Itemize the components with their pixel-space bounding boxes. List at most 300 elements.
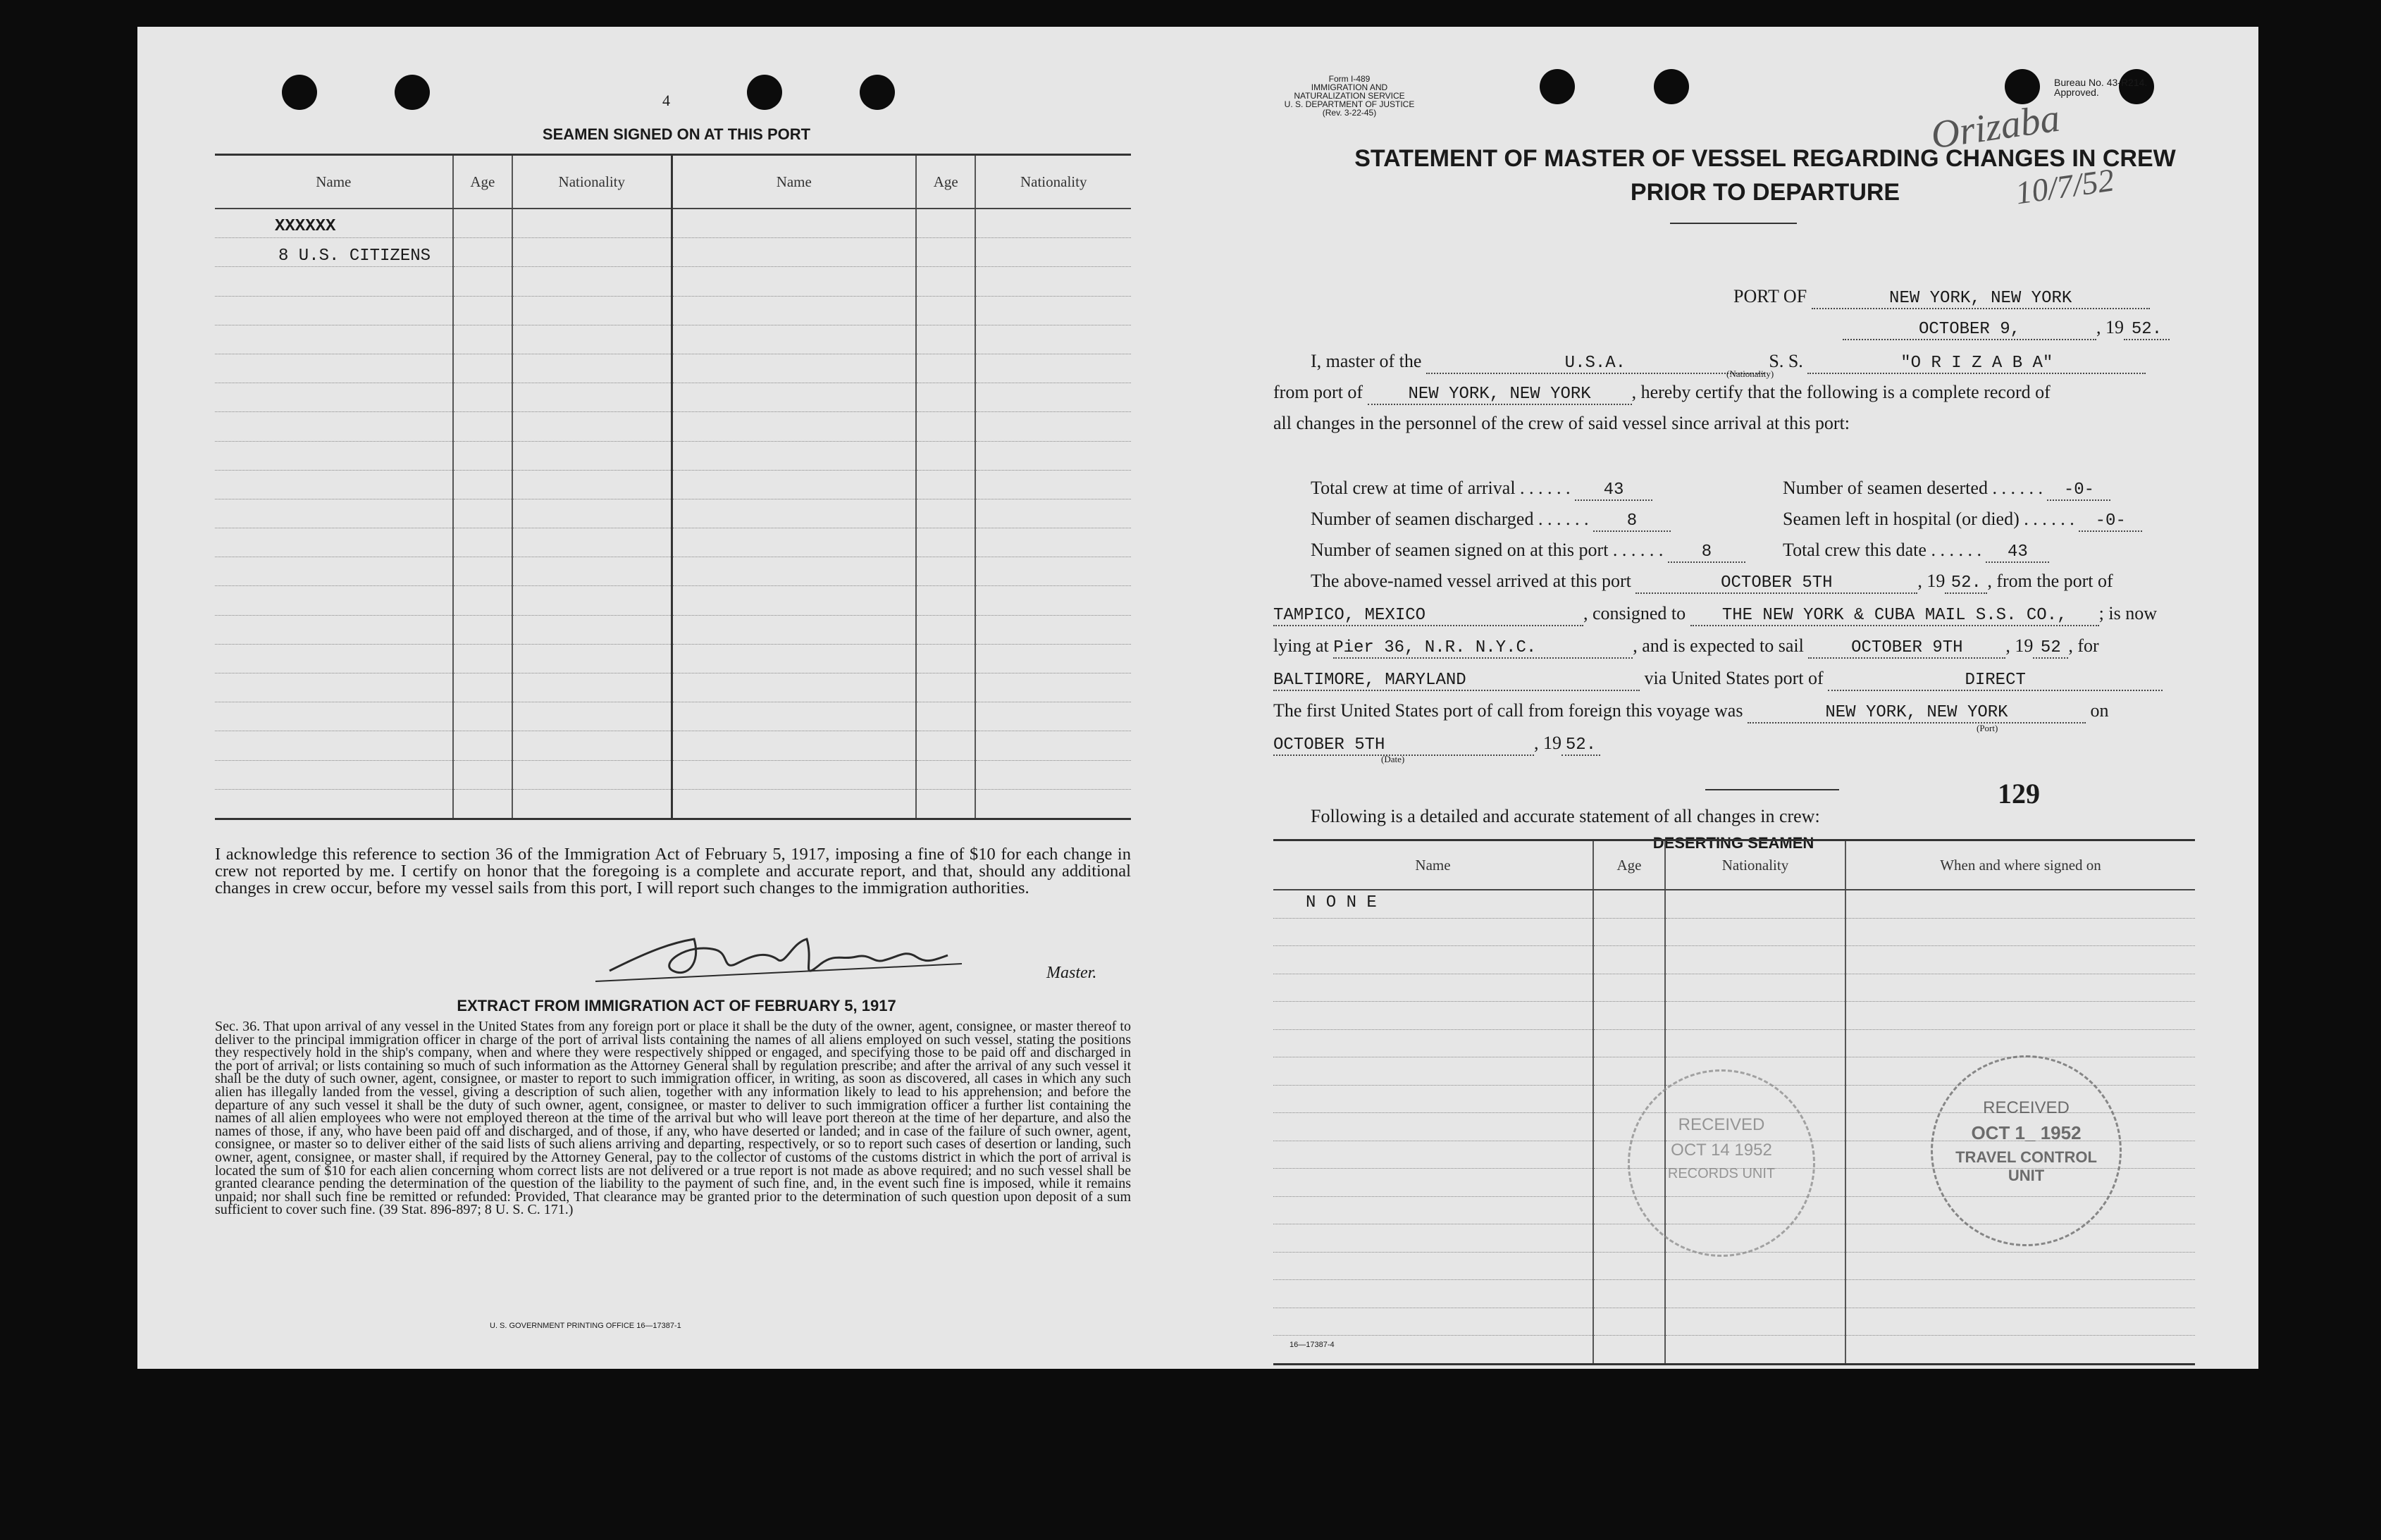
table-cell [512,238,672,267]
table-cell [672,296,916,325]
table-cell [215,615,453,644]
table-row [1273,1002,2195,1030]
form-number: Form I-489 [1328,74,1371,84]
first-port-label: The first United States port of call from foreign this voyage was [1273,700,1743,721]
table-cell [512,499,672,528]
foreign-port: TAMPICO, MEXICO [1273,606,1583,626]
first-port-year: 52. [1561,735,1600,756]
punch-hole [1540,69,1575,104]
col-name: Name [672,155,916,209]
table-cell [916,441,975,470]
vessel-name: "O R I Z A B A" [1807,354,2146,374]
table-cell [453,354,512,383]
destination-value: BALTIMORE, MARYLAND [1273,671,1640,691]
table-row [215,644,1131,673]
table-row [215,789,1131,819]
punch-hole [860,75,895,110]
year-prefix: 19 [2015,635,2034,656]
printer-note: 16—17387-4 [1290,1341,1335,1349]
handwritten-date: 10/7/52 [2013,161,2117,211]
table-cell [916,470,975,499]
table-cell [453,209,512,238]
col-nationality: Nationality [512,155,672,209]
table-cell [1665,918,1845,946]
section-rule [1705,789,1839,790]
date-line: OCTOBER 9, , 19 52. [1843,317,2170,340]
table-cell [1665,1308,1845,1336]
table-cell [916,644,975,673]
col-nationality: Nationality [975,155,1131,209]
table-cell [672,499,916,528]
table-cell [1273,1029,1593,1057]
stamp-text: RECEIVED [1983,1098,2070,1117]
table-cell [512,557,672,586]
table-cell [512,731,672,760]
table-cell [672,673,916,702]
table-row [215,702,1131,731]
table-cell [916,702,975,731]
table-cell [512,528,672,557]
table-cell [916,267,975,296]
table-cell [512,267,672,296]
table-cell [672,702,916,731]
is-now-label: ; is now [2098,603,2157,623]
table-row [1273,1252,2195,1280]
table-entry: N O N E [1306,893,1377,912]
leader-dots: . . . . . . [2019,509,2079,529]
table-cell [1593,1057,1665,1086]
port-of-value: NEW YORK, NEW YORK [1812,289,2150,309]
year-prefix: 19 [1543,733,1561,753]
table-cell [916,731,975,760]
table-cell [1665,1002,1845,1030]
port-of-line [1733,286,2150,309]
first-port-date-line: OCTOBER 5TH , 19 52. [1273,733,1600,756]
table-cell [453,499,512,528]
leader-dots: . . . . . . [1533,509,1593,529]
table-cell [453,586,512,615]
leader-dots: . . . . . . [1987,478,2048,498]
table-cell [1665,1252,1845,1280]
ss-label: S. S. [1769,351,1803,371]
table-cell [512,673,672,702]
first-port-value: NEW YORK, NEW YORK [1748,703,2086,724]
table-row [215,470,1131,499]
table-cell [672,528,916,557]
table-cell [512,702,672,731]
table-cell [916,789,975,819]
table-cell [1845,1280,2195,1308]
table-cell [975,731,1131,760]
sail-date: OCTOBER 9TH [1808,638,2005,659]
table-cell [975,383,1131,412]
table-cell [672,644,916,673]
table-cell [1273,1308,1593,1336]
stamp-date: OCT 14 1952 [1671,1141,1772,1160]
stat-label: Number of seamen deserted [1783,478,1988,498]
table-cell [1273,1085,1593,1113]
first-port-line [1273,700,2108,724]
year-value: 52. [2124,320,2170,340]
table-cell [1845,918,2195,946]
table-cell [1273,1224,1593,1253]
table-row [1273,918,2195,946]
table-cell [215,557,453,586]
expected-sail-label: , and is expected to sail [1633,635,1804,656]
table-cell [215,412,453,441]
table-cell [453,441,512,470]
table-row [215,528,1131,557]
col-name: Name [1273,840,1593,890]
table-cell [1273,1252,1593,1280]
table-cell [1845,1308,2195,1336]
stat-value: 43 [1986,542,2049,563]
table-cell [916,296,975,325]
table-cell [1273,1113,1593,1141]
table-cell [1273,1002,1593,1030]
from-port-of-label: , from the port of [1987,571,2113,591]
table-cell [672,731,916,760]
table-row [215,615,1131,644]
extract-text: Sec. 36. That upon arrival of any vessel in the United States from any foreign port or place it shall be the duty of the owner, agent, consignee, or master thereof to deliver to the principal immigration officer in charge of the port of arrival lists containing the names of all aliens employed on such vessel, stating the positions they respectively hold in the ship's company, when and where they were respectively shipped or engaged, and specifying those to be paid off and discharged in the port of arrival; or lists containing so much of such information as the Attorney General shall by regulation prescribe; and after the arrival of any such vessel it shall be the duty of such owner, agent, consignee, or master to report to such immigration officer, in writing, as soon as discovered, all cases in which any such alien has illegally landed from the vessel, giving a description of such alien, together with any information likely to lead to his apprehension; and before the departure of any such vessel it shall be the duty of such owner, agent, consignee, or master to deliver to such immigration officer a further list containing the names of all alien employees who were not employed thereon at the time of the arrival but who will leave port thereon at the time of her departure, and also the names of those, if any, who have been paid off and discharged, and of those, if any, who have deserted or landed; and in case of the failure of such owner, agent, consignee, or master so to deliver either of the said lists of such aliens arriving and departing, respectively, or so to report such cases of desertion or landing, such owner, agent, consignee, or master shall, if required by the Attorney General, pay to the collector of customs of the customs district in which the port of arrival is located the sum of $10 for each alien concerning whom correct lists are not delivered or a true report is not made as above required; and no such vessel shall be granted clearance pending the determination of the question of the liability to the payment of such fine, and, in the event such fine is imposed, while it remains unpaid; nor shall such fine be remitted or refunded: Provided, That clearance may be granted prior to the determination of such question upon deposit of a sum sufficient to cover such fine. (39 Stat. 896-897; 8 U. S. C. 171.) [215,1019,1131,1218]
table-cell [512,354,672,383]
table-cell [1593,1336,1665,1365]
destination-line [1273,668,2163,691]
bureau-approved: Approved. [2054,87,2099,98]
table-cell [512,760,672,789]
table-cell [453,789,512,819]
table-row [215,731,1131,760]
stat-label: Total crew this date [1783,540,1927,560]
table-cell [975,702,1131,731]
table-cell [975,760,1131,789]
statement-subtitle: PRIOR TO DEPARTURE [1630,179,1900,206]
table-cell [672,383,916,412]
stat-value: -0- [2079,511,2142,532]
table-cell [975,499,1131,528]
table-cell [453,470,512,499]
table-cell [672,557,916,586]
table-cell [916,238,975,267]
date-caption: (Date) [1381,754,1405,764]
on-label: on [2090,700,2109,721]
from-port-label: from port of [1273,382,1363,402]
table-row [1273,1308,2195,1336]
for-label: , for [2068,635,2099,656]
table-cell [1593,1252,1665,1280]
table-cell [672,267,916,296]
via-port-value: DIRECT [1828,671,2163,691]
port-of-label: PORT OF [1733,286,1807,306]
table-cell [1845,1252,2195,1280]
lying-at-line: lying at Pier 36, N.R. N.Y.C. , and is expected to sail OCTOBER 9TH , 19 52 , for [1273,635,2099,657]
table-cell [1665,1336,1845,1365]
table-cell [672,789,916,819]
table-cell [1593,1002,1665,1030]
table-cell [512,615,672,644]
table-row [215,412,1131,441]
table-cell [512,441,672,470]
lying-at-value: Pier 36, N.R. N.Y.C. [1333,638,1633,659]
table-cell [916,557,975,586]
table-cell [453,528,512,557]
table-cell [1845,974,2195,1002]
table-cell [215,731,453,760]
table-cell [512,296,672,325]
agency-name: IMMIGRATION AND NATURALIZATION SERVICE [1294,82,1405,101]
table-cell [1593,1029,1665,1057]
table-cell [215,528,453,557]
page-number: 4 [662,92,670,109]
table-cell [215,354,453,383]
table-cell [975,528,1131,557]
from-port-value: NEW YORK, NEW YORK [1368,385,1632,405]
consigned-line [1273,603,2157,626]
table-cell [916,354,975,383]
table-cell [916,586,975,615]
col-age: Age [916,155,975,209]
master-of-label: I, master of the [1311,351,1422,371]
table-cell [1593,918,1665,946]
table-cell [453,296,512,325]
table-cell [975,325,1131,354]
table-cell [975,267,1131,296]
table-cell [1593,1308,1665,1336]
stat-label: Number of seamen discharged [1311,509,1534,529]
col-nationality: Nationality [1665,840,1845,890]
table-cell [975,644,1131,673]
table-cell [1273,946,1593,974]
table-cell [453,412,512,441]
table-cell [975,615,1131,644]
following-text: Following is a detailed and accurate statement of all changes in crew: [1311,806,1820,826]
table-cell [672,354,916,383]
table-cell [215,673,453,702]
col-age: Age [1593,840,1665,890]
table-cell [1273,1336,1593,1365]
table-row [1273,946,2195,974]
table-cell [975,354,1131,383]
first-port-date: OCTOBER 5TH [1273,735,1534,756]
stat-value: -0- [2047,480,2110,501]
table-cell [215,325,453,354]
table-cell [916,499,975,528]
table-cell [1273,1141,1593,1169]
lying-at-label: lying at [1273,635,1329,656]
stat-value: 8 [1593,511,1671,532]
table-cell [1665,1029,1845,1057]
handwritten-vessel: Orizaba [1928,96,2063,158]
crew-stat [1783,540,2049,563]
table-row [1273,890,2195,918]
table-cell [1665,946,1845,974]
table-cell [916,412,975,441]
table-cell [453,673,512,702]
table-cell [215,789,453,819]
table-cell [1845,1002,2195,1030]
table-cell [672,586,916,615]
stat-label: Seamen left in hospital (or died) [1783,509,2020,529]
table-cell [215,644,453,673]
table-cell [975,209,1131,238]
table-cell [1273,1169,1593,1197]
crew-stat [1311,540,1745,563]
table-cell [453,644,512,673]
table-cell [1845,890,2195,918]
arrived-year: 52. [1945,573,1987,594]
leader-dots: . . . . . . [1608,540,1668,560]
table-entry: XXXXXX [275,217,336,236]
stamp-text: RECEIVED [1678,1115,1765,1134]
table-cell [1273,1196,1593,1224]
stat-label: Number of seamen signed on at this port [1311,540,1609,560]
table-cell [1665,890,1845,918]
table-row [215,557,1131,586]
table-cell [453,760,512,789]
department-name: U. S. DEPARTMENT OF JUSTICE [1284,99,1415,109]
table-cell [453,731,512,760]
table-row [215,325,1131,354]
table-cell [1273,974,1593,1002]
table-cell [916,325,975,354]
table-cell [1845,1336,2195,1365]
table-row [1273,1029,2195,1057]
stamp-text: RECORDS UNIT [1667,1166,1776,1181]
deserting-title: DESERTING SEAMEN [1652,834,1814,852]
table-cell [453,238,512,267]
consignee: THE NEW YORK & CUBA MAIL S.S. CO., [1690,606,2099,626]
table-cell [453,702,512,731]
table-cell [916,673,975,702]
table-entry: 8 U.S. CITIZENS [278,247,431,266]
crew-stat [1311,478,1652,501]
table-cell [512,644,672,673]
arrived-date: OCTOBER 5TH [1635,573,1917,594]
form-revision: (Rev. 3-22-45) [1322,108,1377,118]
table-cell [512,470,672,499]
crew-stat [1311,509,1671,532]
records-unit-stamp [1628,1069,1815,1257]
via-label: via United States port of [1644,668,1824,688]
table-cell [1845,1029,2195,1057]
table-row [215,586,1131,615]
punch-hole [747,75,782,110]
table-cell [672,760,916,789]
table-cell [453,325,512,354]
table-cell [672,615,916,644]
table-row [215,209,1131,238]
master-signature [595,921,1004,992]
table-cell [975,441,1131,470]
stamped-number: 129 [1998,778,2040,809]
extract-title: EXTRACT FROM IMMIGRATION ACT OF FEBRUARY 5, 1917 [457,997,896,1014]
table-cell [512,383,672,412]
col-name: Name [215,155,453,209]
stat-label: Total crew at time of arrival [1311,478,1516,498]
signed-on-title: SEAMEN SIGNED ON AT THIS PORT [542,125,811,143]
nationality-value: U.S.A. [1426,354,1764,374]
table-cell [672,209,916,238]
year-prefix: 19 [1927,571,1946,591]
table-cell [975,296,1131,325]
table-row [215,760,1131,789]
crew-stat [1783,509,2142,532]
table-cell [672,441,916,470]
table-cell [512,586,672,615]
table-cell [672,238,916,267]
nationality-caption: (Nationality) [1726,368,1774,379]
table-cell [215,441,453,470]
leader-dots: . . . . . . [1515,478,1576,498]
table-cell [1273,918,1593,946]
table-cell [1845,946,2195,974]
table-cell [215,702,453,731]
table-row [215,673,1131,702]
punch-hole [395,75,430,110]
certify-line-2: all changes in the personnel of the crew of said vessel since arrival at this port: [1273,413,1850,433]
table-cell [1593,890,1665,918]
table-cell [975,586,1131,615]
stamp-text: TRAVEL CONTROL [1955,1148,2097,1166]
table-cell [512,209,672,238]
table-cell [453,557,512,586]
table-cell [975,557,1131,586]
table-cell [916,528,975,557]
table-cell [975,238,1131,267]
travel-control-stamp [1931,1055,2122,1246]
table-cell [512,412,672,441]
table-cell [1593,1280,1665,1308]
table-cell [215,267,453,296]
table-cell [916,383,975,412]
arrived-label: The above-named vessel arrived at this port [1311,571,1631,591]
title-rule [1670,223,1797,224]
table-row [215,296,1131,325]
master-label: Master. [1046,964,1097,982]
table-cell [215,296,453,325]
table-cell [215,586,453,615]
table-cell [512,325,672,354]
consigned-label: , consigned to [1583,603,1686,623]
certify-text: , hereby certify that the following is a complete record of [1631,382,2051,402]
table-cell [672,325,916,354]
table-row [215,383,1131,412]
table-cell [1593,974,1665,1002]
printer-note: U. S. GOVERNMENT PRINTING OFFICE 16—17387-1 [490,1322,681,1330]
document-sheet [137,27,2258,1369]
table-cell [916,760,975,789]
table-cell [215,383,453,412]
table-cell [672,412,916,441]
table-cell [1665,974,1845,1002]
table-cell [916,209,975,238]
table-cell [453,267,512,296]
table-cell [672,470,916,499]
table-cell [215,470,453,499]
punch-hole [1654,69,1689,104]
arrived-line: The above-named vessel arrived at this port OCTOBER 5TH , 19 52. , from the port of [1311,571,2113,592]
from-port-line [1273,382,2051,405]
crew-stat [1783,478,2110,501]
form-header [1279,75,1420,117]
table-row [215,499,1131,528]
leader-dots: . . . . . . [1926,540,1986,560]
sail-year: 52 [2033,638,2068,659]
table-row [215,441,1131,470]
table-cell [1593,946,1665,974]
col-age: Age [453,155,512,209]
table-row [1273,974,2195,1002]
